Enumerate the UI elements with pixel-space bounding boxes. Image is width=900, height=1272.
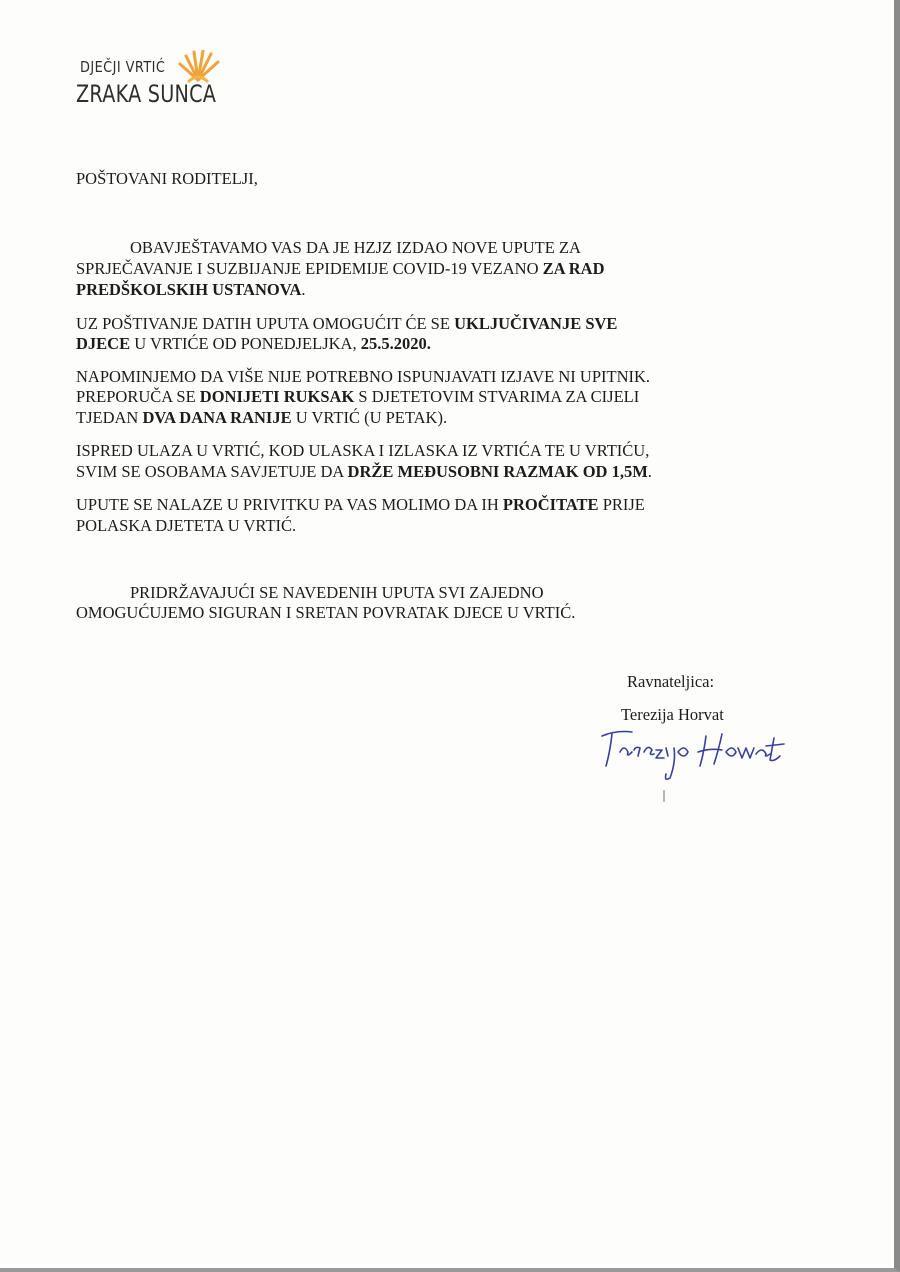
p3-line-1: NAPOMINJEMO DA VIŠE NIJE POTREBNO ISPUNJAVATI IZJAVE NI UPITNIK. (76, 367, 651, 386)
p5-line-1-text-a: UPUTE SE NALAZE U PRIVITKU PA VAS MOLIMO DA IH (76, 495, 503, 514)
p2-line-1-text: UZ POŠTIVANJE DATIH UPUTA OMOGUĆIT ĆE SE (76, 314, 455, 333)
p5-line-1-text-b: PRIJE (598, 495, 645, 514)
p5-line-1 (76, 494, 645, 515)
logo-title: ZRAKA SUNCA (76, 80, 217, 108)
p4-line-1: ISPRED ULAZA U VRTIĆ, KOD ULASKA I IZLASKA IZ VRTIĆA TE U VRTIĆU, (76, 441, 650, 460)
p6-line-1: PRIDRŽAVAJUĆI SE NAVEDENIH UPUTA SVI ZAJEDNO (130, 583, 544, 602)
salutation: POŠTOVANI RODITELJI, (76, 169, 258, 188)
p2-line-2-text: U VRTIĆE OD PONEDJELJKA, (130, 334, 361, 353)
p3-line-2-bold: DONIJETI RUKSAK (199, 387, 355, 406)
p1-line-2-bold: ZA RAD (542, 259, 605, 278)
handwritten-signature (598, 722, 788, 802)
p4-line-2-bold: DRŽE MEĐUSOBNI RAZMAK OD 1,5M (347, 462, 648, 481)
signoff-title: Ravnateljica: (627, 672, 715, 691)
p1-line-3 (76, 279, 306, 300)
p6-line-2: OMOGUĆUJEMO SIGURAN I SRETAN POVRATAK DJECE U VRTIĆ. (76, 603, 576, 622)
p2-line-2-date: 25.5.2020. (360, 334, 431, 353)
paper-mark (663, 790, 665, 802)
p3-line-3 (76, 407, 447, 428)
p1-line-2-text: SPRJEČAVANJE I SUZBIJANJE EPIDEMIJE COVID-19 VEZANO (76, 259, 543, 278)
p4-line-2 (76, 461, 652, 482)
p1-line-3-bold: PREDŠKOLSKIH USTANOVA (76, 280, 302, 299)
p2-line-1 (76, 313, 617, 334)
p2-line-2-bold-a: DJECE (76, 334, 131, 353)
p1-line-3-text: . (301, 280, 306, 299)
p3-line-3-text-b: U VRTIĆ (U PETAK). (291, 408, 448, 427)
p4-line-2-text: SVIM SE OSOBAMA SAVJETUJE DA (76, 462, 348, 481)
p3-line-2-text-b: S DJETETOVIM STVARIMA ZA CIJELI (354, 387, 640, 406)
logo-subtitle: DJEČJI VRTIĆ (80, 58, 166, 76)
p2-line-2 (76, 333, 431, 354)
p3-line-2 (76, 386, 639, 407)
p1-line-2 (76, 258, 605, 279)
p3-line-3-bold: DVA DANA RANIJE (142, 408, 292, 427)
signoff-name: Terezija Horvat (621, 705, 724, 724)
p4-line-2-end: . (647, 462, 652, 481)
p5-line-1-bold: PROČITATE (502, 495, 599, 514)
p2-line-1-bold: UKLJUČIVANJE SVE (454, 314, 618, 333)
p3-line-2-text-a: PREPORUČA SE (76, 387, 200, 406)
p1-line-1: OBAVJEŠTAVAMO VAS DA JE HZJZ IZDAO NOVE UPUTE ZA (130, 238, 581, 257)
p5-line-2: POLASKA DJETETA U VRTIĆ. (76, 516, 297, 535)
kindergarten-logo (74, 50, 244, 120)
p3-line-3-text-a: TJEDAN (76, 408, 143, 427)
